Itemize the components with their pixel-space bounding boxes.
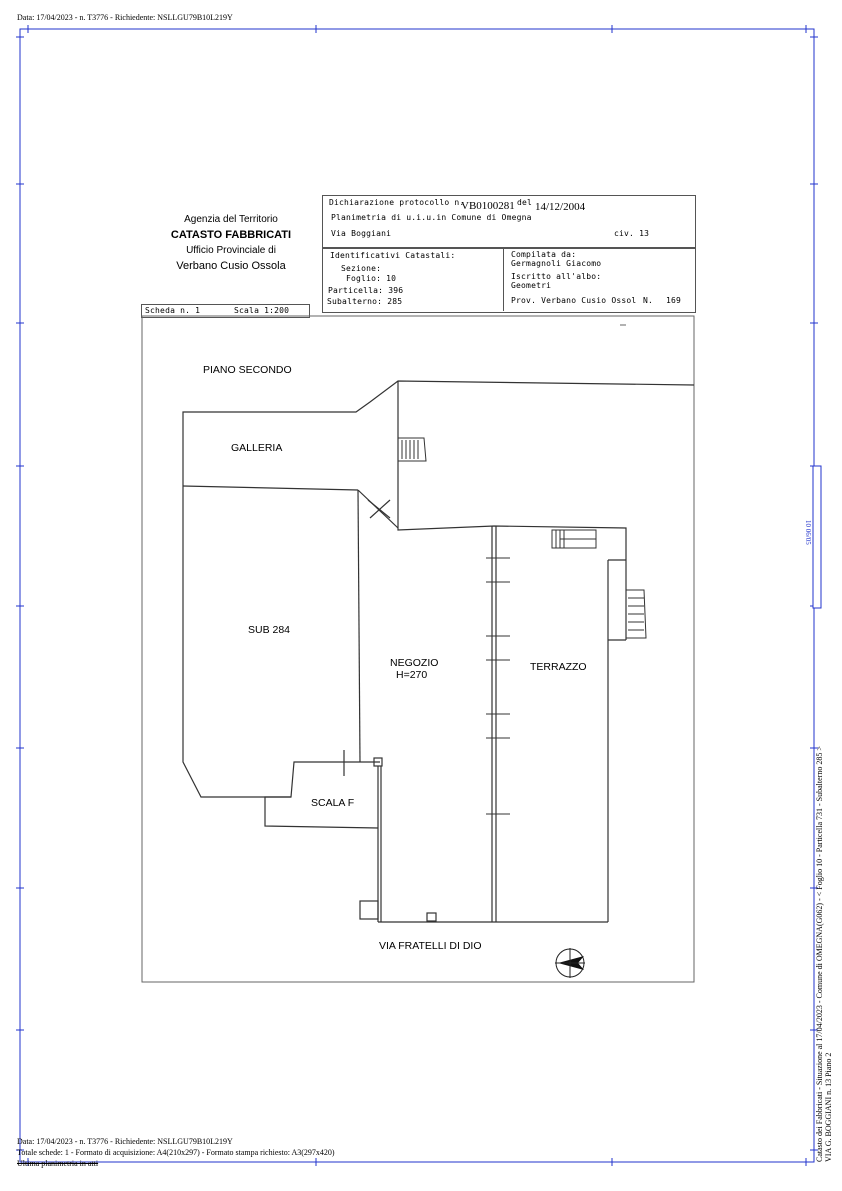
floor-label: PIANO SECONDO [203, 364, 292, 376]
albo-label: Iscritto all'albo: [511, 272, 602, 281]
right-stamp: 10 06/05 [804, 520, 812, 545]
room-scala-f: SCALA F [311, 797, 355, 809]
footer-line-2: Totale schede: 1 - Formato di acquisizione: A4(210x297) - Formato stampa richiesto: A3(297x420) [17, 1148, 335, 1157]
agency-line-1: Agenzia del Territorio [184, 214, 278, 225]
identificativi-title: Identificativi Catastali: [330, 251, 456, 260]
n-value: 169 [666, 296, 682, 305]
foglio-value: Foglio: 10 [346, 274, 397, 283]
protocol-label: Dichiarazione protocollo n. [329, 198, 465, 207]
compilata-name: Germagnoli Giacomo [511, 259, 602, 268]
side-text-line-1: Catasto dei Fabbricati - Situazione al 17/04/2023 - Comune di OMEGNA(G062) - < Foglio 10 - Particella 731 - Subalterno 285 > [815, 746, 824, 1162]
planimetria-text: Planimetria di u.i.u.in Comune di Omegna [331, 213, 532, 222]
top-header: Data: 17/04/2023 - n. T3776 - Richiedente: NSLLGU79B10L219Y [17, 13, 233, 22]
room-negozio-height: H=270 [396, 669, 428, 681]
footer-line-1: Data: 17/04/2023 - n. T3776 - Richiedente: NSLLGU79B10L219Y [17, 1137, 233, 1146]
protocol-number: VB0100281 [461, 200, 515, 212]
sezione-label: Sezione: [341, 264, 382, 273]
agency-line-3: Ufficio Provinciale di [186, 245, 276, 256]
side-text-line-2: VIA G. BOGGIANI n. 13 Piano 2 [824, 1052, 833, 1162]
protocol-date: 14/12/2004 [535, 201, 586, 213]
protocol-del-label: del [517, 198, 533, 207]
subalterno-value: Subalterno: 285 [327, 297, 403, 306]
compass-icon [555, 948, 585, 978]
room-negozio: NEGOZIO [390, 657, 439, 669]
n-label: N. [643, 296, 654, 305]
room-terrazzo: TERRAZZO [530, 661, 587, 673]
scala-value: Scala 1:200 [234, 306, 290, 315]
agency-line-2: CATASTO FABBRICATI [170, 229, 292, 241]
albo-value: Geometri [511, 281, 552, 290]
street-label: VIA FRATELLI DI DIO [379, 940, 482, 952]
footer-line-3: Ultima planimetria in atti [17, 1159, 99, 1168]
room-sub284: SUB 284 [248, 624, 291, 636]
via-text: Via Boggiani [331, 229, 392, 238]
agency-line-4: Verbano Cusio Ossola [176, 260, 286, 272]
particella-value: Particella: 396 [328, 286, 404, 295]
compilata-label: Compilata da: [511, 250, 577, 259]
scheda-number: Scheda n. 1 [145, 306, 201, 315]
room-galleria: GALLERIA [231, 442, 283, 454]
prov-value: Prov. Verbano Cusio Ossol [511, 296, 637, 305]
civ-text: civ. 13 [614, 229, 650, 238]
